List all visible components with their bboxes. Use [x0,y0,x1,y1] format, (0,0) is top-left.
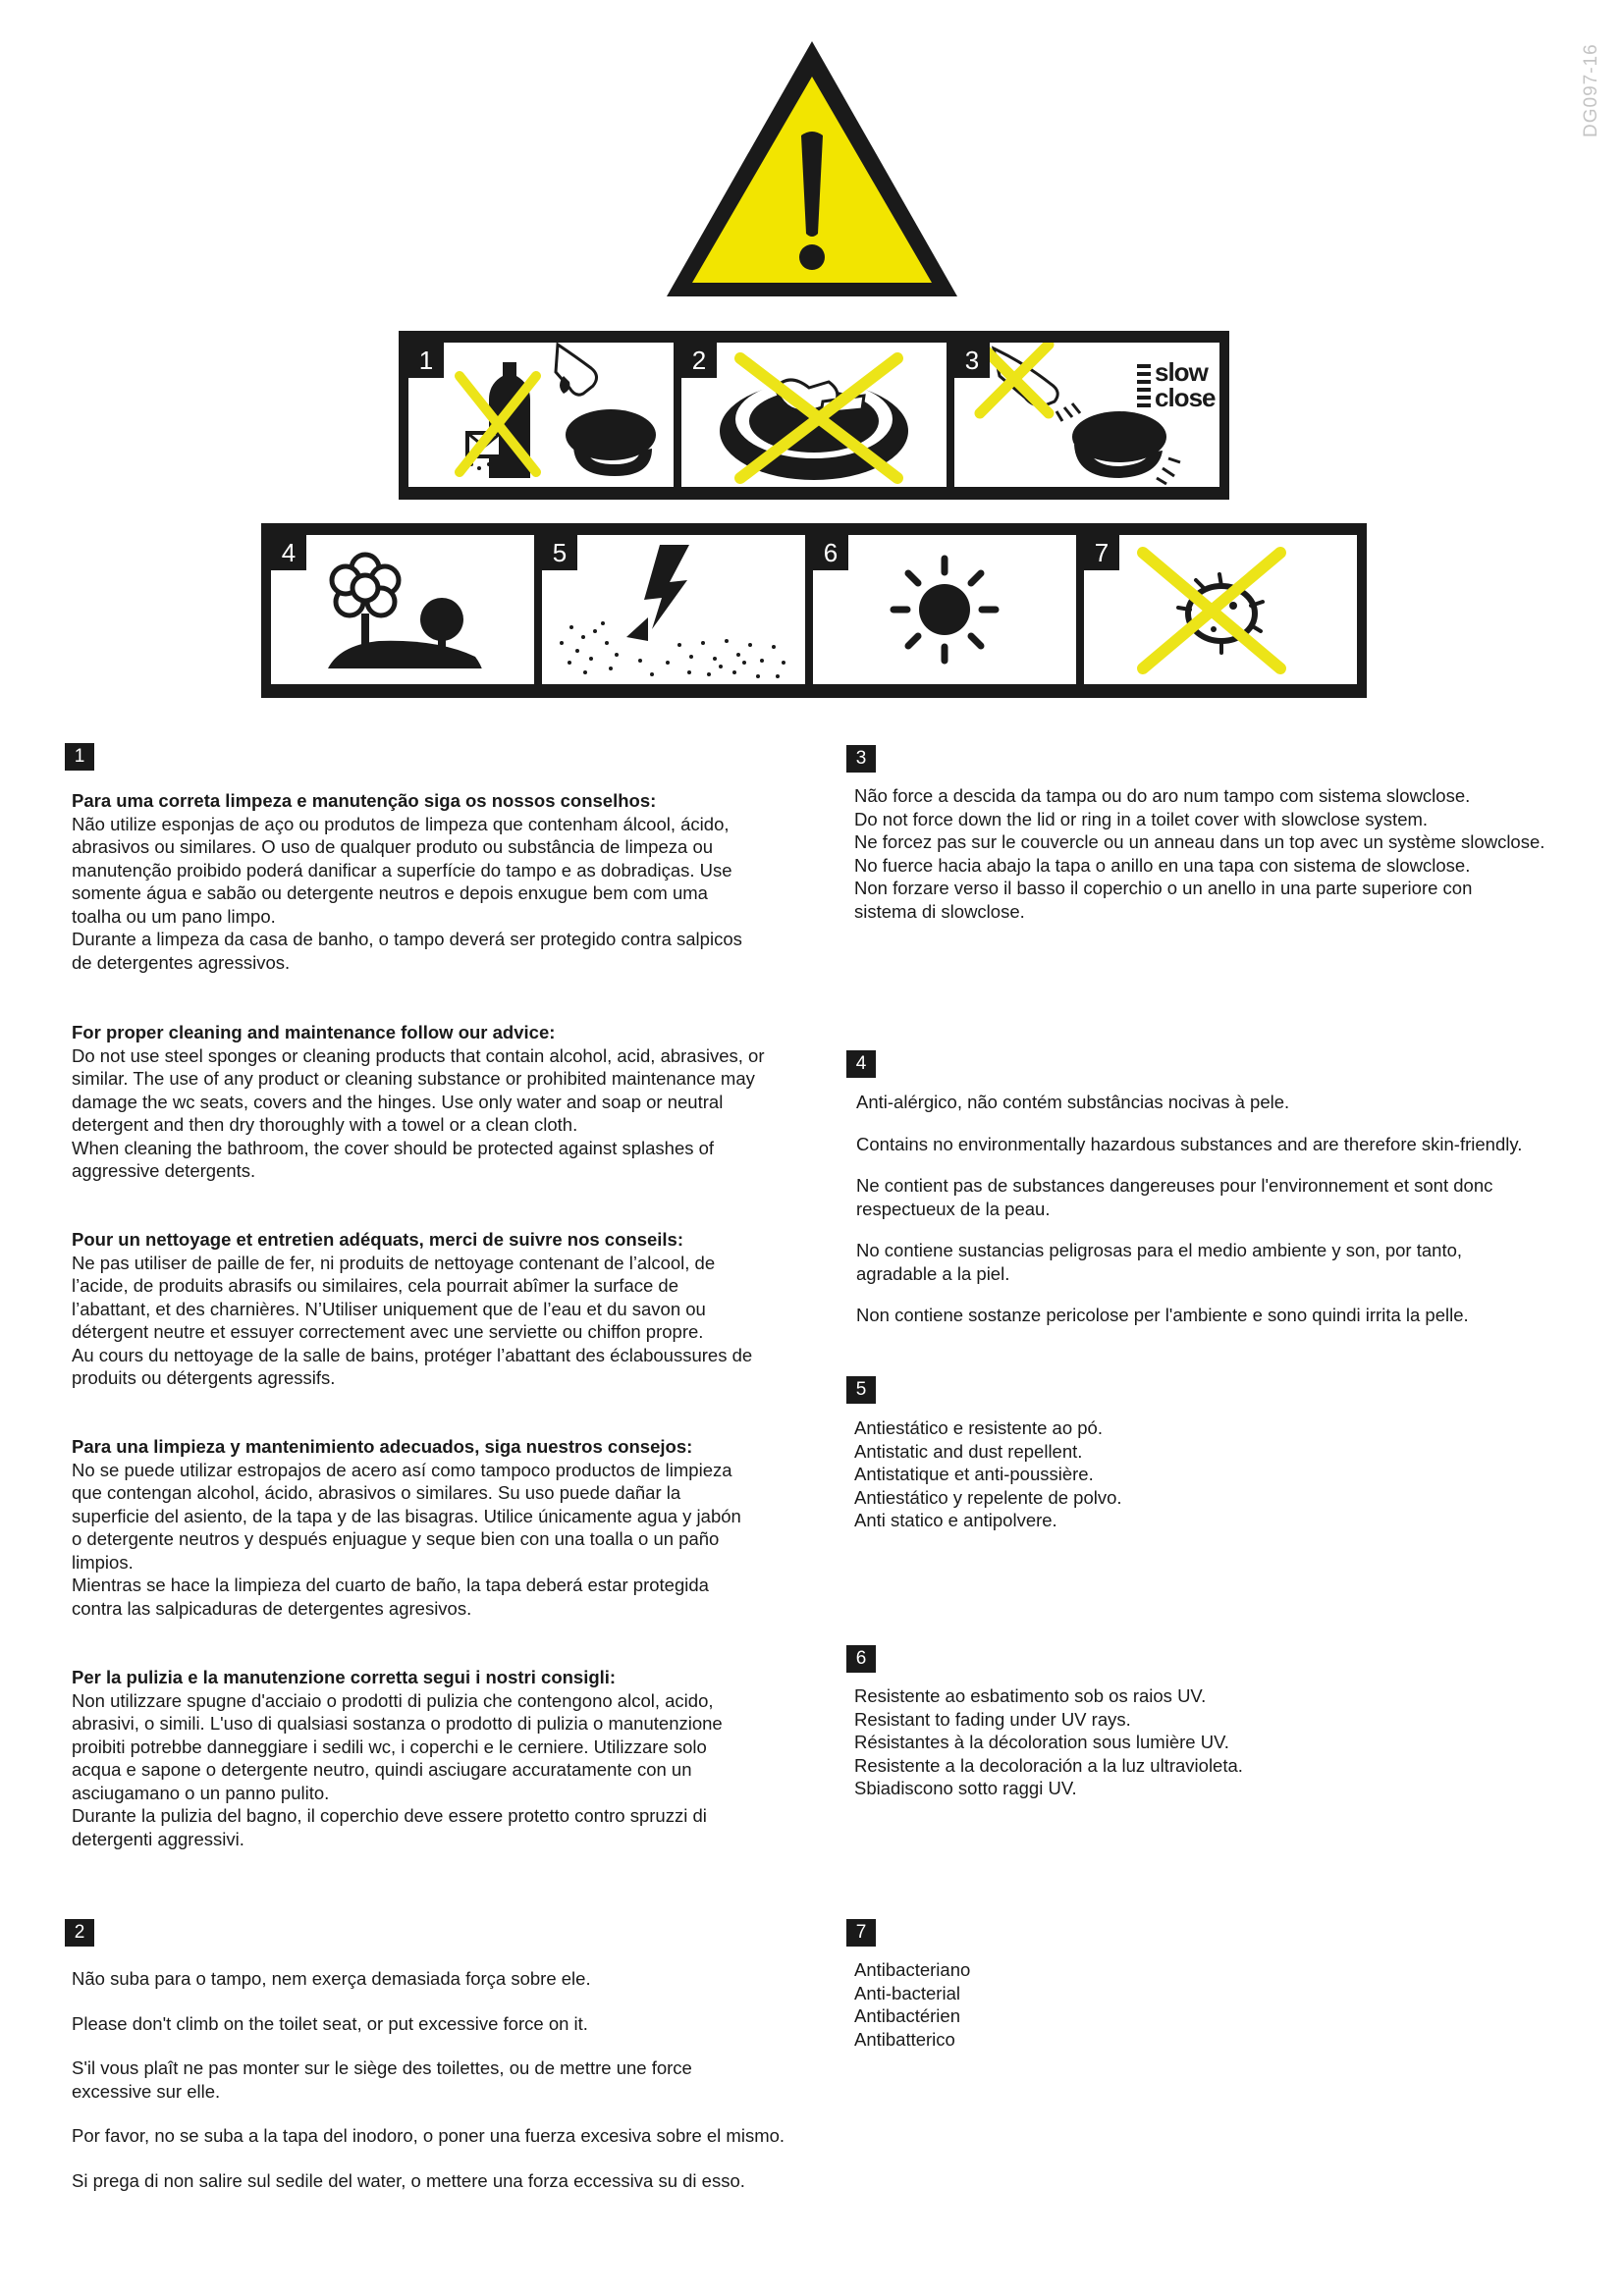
icon-panel-6 [813,535,1076,684]
section-4-line: Anti-alérgico, não contém substâncias nocivas à pele. [856,1092,1290,1112]
icon-panel-7 [1084,535,1357,684]
section-6-line: Sbiadiscono sotto raggi UV. [854,1778,1077,1798]
icon-row-bottom [261,523,1367,698]
section-7-line: Anti-bacterial [854,1982,960,2003]
section-2-line: Please don't climb on the toilet seat, or put excessive force on it. [72,2012,588,2034]
no-harsh-cleaners-icon [408,343,674,487]
section-3-text [854,784,1600,923]
section-3-line: Do not force down the lid or ring in a toilet cover with slowclose system. [854,808,1429,829]
section-6-line: Résistantes à la décoloration sous lumière UV. [854,1732,1229,1752]
section-1-heading-pt: Para uma correta limpeza e manutenção siga os nossos conselhos: [72,790,657,811]
section-1-heading-fr: Pour un nettoyage et entretien adéquats, merci de suivre nos conseils: [72,1229,684,1250]
section-1-text-it [72,1666,818,1850]
no-climbing-icon [681,343,947,487]
icon-panel-3 [954,343,1219,487]
icon-panel-number: 5 [542,535,577,570]
section-1-heading-en: For proper cleaning and maintenance follow our advice: [72,1022,556,1042]
icon-panel-number: 7 [1084,535,1119,570]
section-3-line: Non forzare verso il basso il coperchio o un anello in una parte superiore con sistema di slowclose. [854,878,1473,922]
section-7-text [854,1958,1600,2051]
antibacterial-icon [1084,535,1357,684]
section-2-text [72,1967,857,2192]
section-1-text-fr [72,1228,818,1390]
section-2-badge: 2 [65,1919,94,1947]
section-1-body-en: Do not use steel sponges or cleaning products that contain alcohol, acid, abrasives, or similar. The use of any product or cleaning substance or prohibited maintenance may damage the wc seats, covers and the hinges. Use only water and soap or neutral detergent and then dry thoroughly with a towel or a clean cloth. When cleaning the bathroom, the cover should be protected against splashes of aggressive detergents. [72,1044,765,1181]
close-label: close [1155,383,1216,412]
icon-panel-4 [271,535,534,684]
section-3-line: No fuerce hacia abajo la tapa o anillo en una tapa con sistema de slowclose. [854,854,1471,876]
section-2-line: Não suba para o tampo, nem exerça demasiada força sobre ele. [72,1968,591,1989]
antistatic-icon [542,535,805,684]
icon-panel-number: 4 [271,535,306,570]
icon-panel-number: 1 [408,343,444,378]
icon-panel-number: 6 [813,535,848,570]
section-5-badge: 5 [846,1376,876,1404]
section-1-text-es [72,1435,818,1620]
section-6-line: Resistente a la decoloración a la luz ultravioleta. [854,1754,1243,1776]
section-6-line: Resistente ao esbatimento sob os raios UV. [854,1685,1207,1706]
section-1-heading-es: Para una limpieza y mantenimiento adecuados, siga nuestros consejos: [72,1436,693,1457]
section-5-line: Antistatic and dust repellent. [854,1440,1083,1462]
section-7-badge: 7 [846,1919,876,1947]
icon-panel-5 [542,535,805,684]
section-4-line: Non contiene sostanze pericolose per l'ambiente e sono quindi irrita la pelle. [856,1305,1469,1325]
icon-panel-number: 2 [681,343,717,378]
section-6-line: Resistant to fading under UV rays. [854,1708,1131,1730]
section-1-body-fr: Ne pas utiliser de paille de fer, ni produits de nettoyage contenant de l’alcool, de l’acide, de produits abrasifs ou similaires, cela pourrait abîmer la surface de l’abattant, et des charnières. N’Utiliser uniquement que de l’eau et du savon ou détergent neutre et essuyer correctement avec une serviette ou chiffon propre. Au cours du nettoyage de la salle de bains, protéger l’abattant des éclaboussures de produits ou détergents agressifs. [72,1252,753,1388]
section-2-line: Por favor, no se suba a la tapa del inodoro, o poner una fuerza excesiva sobre el mismo. [72,2125,785,2146]
slow-label: slow [1155,357,1208,387]
section-2-line: S'il vous plaît ne pas monter sur le siège des toilettes, ou de mettre une force excessive sur elle. [72,2057,692,2102]
section-5-line: Antiestático e resistente ao pó. [854,1417,1103,1438]
warning-triangle-icon [663,37,961,300]
icon-panel-2 [681,343,947,487]
icon-panel-1 [408,343,674,487]
section-1-body-pt: Não utilize esponjas de aço ou produtos de limpeza que contenham álcool, ácido, abrasivos ou similares. O uso de qualquer produto ou substância de limpeza ou manutenção proibido poderá danificar a superfície do tampo e as dobradiças. Use somente água e sabão ou detergente neutros e depois enxugue bem com uma toalha ou um pano limpo. Durante a limpeza da casa de banho, o tampo deverá ser protegido contra salpicos de detergentes agressivos. [72,813,742,973]
section-1-body-es: No se puede utilizar estropajos de acero así como tampoco productos de limpieza que contengan alcohol, ácido, abrasivos o similares. Su uso puede dañar la superficie del asiento, de la tapa y de las bisagras. Utilice únicamente agua y jabón o detergente neutros y después enjuague y seque bien con una toalla o un paño limpios. Mientras se hace la limpieza del cuarto de baño, la tapa deberá estar protegida contra las salpicaduras de detergentes agresivos. [72,1459,741,1619]
section-5-line: Anti statico e antipolvere. [854,1510,1057,1530]
section-7-line: Antibacteriano [854,1959,971,1980]
section-3-badge: 3 [846,745,876,773]
section-7-line: Antibatterico [854,2028,955,2050]
section-5-line: Antistatique et anti-poussière. [854,1464,1094,1484]
section-1-heading-it: Per la pulizia e la manutenzione corretta segui i nostri consigli: [72,1667,617,1687]
section-5-text [854,1416,1600,1532]
section-4-line: No contiene sustancias peligrosas para el medio ambiente y son, por tanto, agradable a la piel. [856,1240,1463,1284]
eco-friendly-icon [271,535,534,684]
section-4-badge: 4 [846,1050,876,1078]
icon-panel-number: 3 [954,343,990,378]
section-4-text [856,1091,1602,1327]
section-6-text [854,1684,1600,1800]
section-4-line: Contains no environmentally hazardous substances and are therefore skin-friendly. [856,1133,1523,1154]
section-1-body-it: Non utilizzare spugne d'acciaio o prodotti di pulizia che contengono alcol, acido, abrasivi, o simili. L'uso di qualsiasi sostanza o prodotto di pulizia o manutenzione proibiti potrebbe danneggiare i sedili wc, i coperchi e le cerniere. Utilizzare solo acqua e sapone o detergente neutro, quindi asciugare accuratamente con un asciugamano o un panno pulito. Durante la pulizia del bagno, il coperchio deve essere protetto contro spruzzi di detergenti aggressivi. [72,1689,723,1849]
section-7-line: Antibactérien [854,2005,960,2026]
icon-row-top [399,331,1229,500]
section-1-text-en [72,1021,818,1183]
section-5-line: Antiestático y repelente de polvo. [854,1486,1122,1508]
section-3-line: Não force a descida da tampa ou do aro num tampo com sistema slowclose. [854,785,1471,806]
section-1-badge: 1 [65,743,94,771]
section-6-badge: 6 [846,1645,876,1673]
section-3-line: Ne forcez pas sur le couvercle ou un anneau dans un top avec un système slowclose. [854,831,1545,852]
uv-resistant-icon [813,535,1076,684]
section-1-text [72,789,818,974]
section-2-line: Si prega di non salire sul sedile del water, o mettere una forza eccessiva su di esso. [72,2169,745,2191]
document-code: DG097-16 [1581,43,1601,137]
section-4-line: Ne contient pas de substances dangereuses pour l'environnement et sont donc respectueux de la peau. [856,1175,1493,1219]
